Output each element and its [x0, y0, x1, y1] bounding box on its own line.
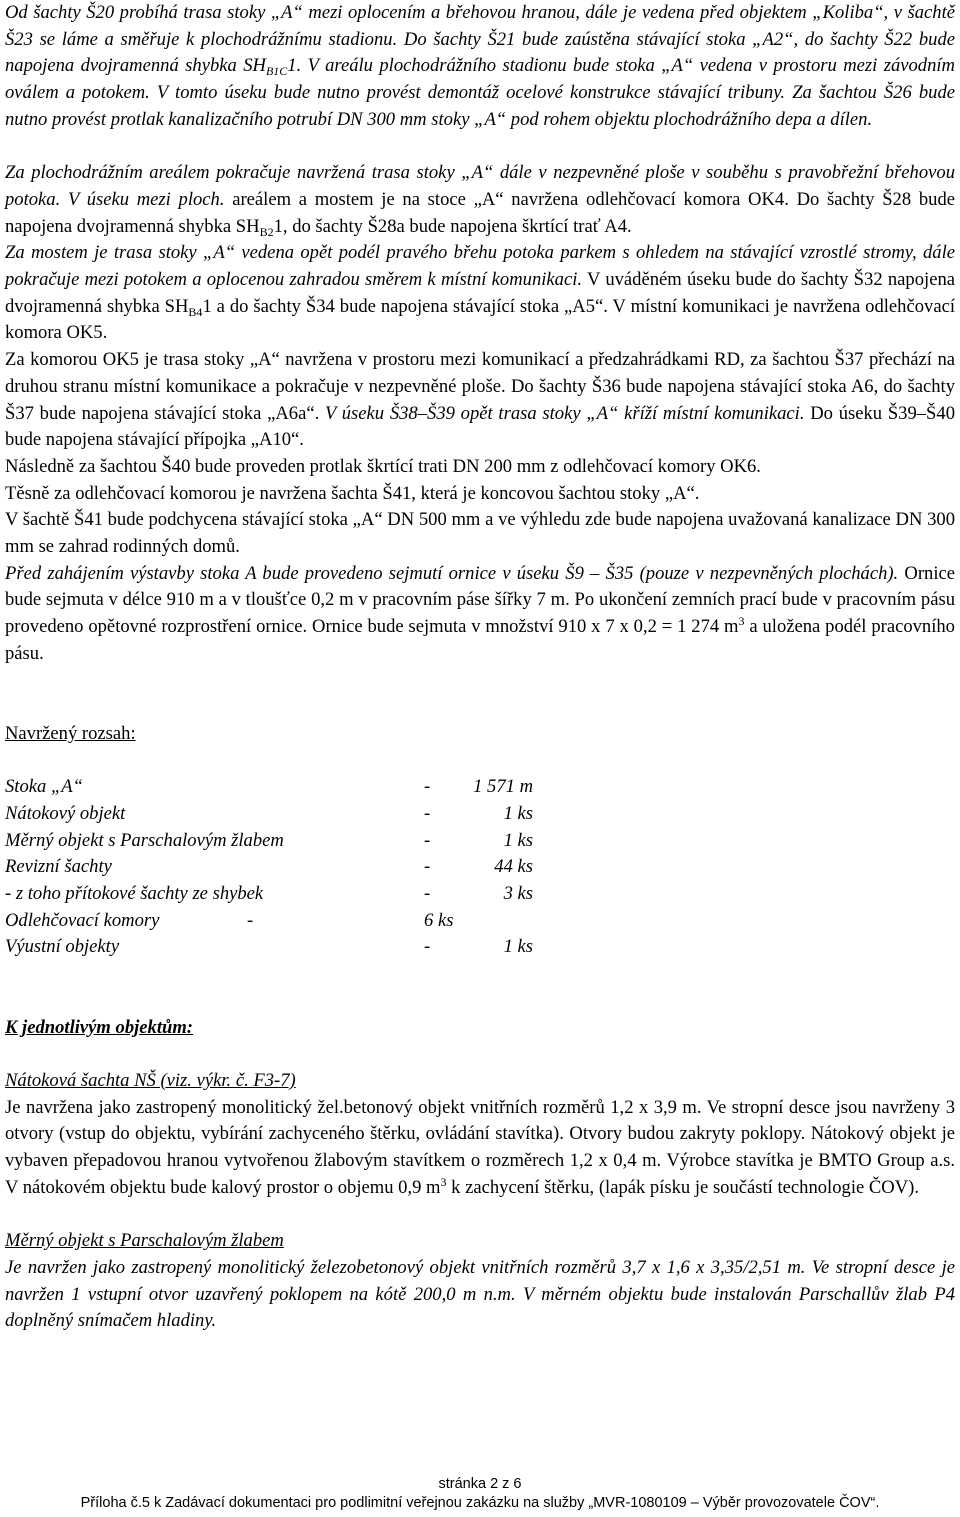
- p1-s1-sub: B1C: [265, 64, 288, 79]
- paragraph-1: [5, 0, 955, 134]
- paragraph-3: [5, 240, 955, 347]
- footer-note: Příloha č.5 k Zadávací dokumentaci pro podlimitní veřejnou zakázku na služby „MVR-1080109 – Výběr provozovatele ČOV“.: [80, 1495, 880, 1511]
- paragraph-2: [5, 160, 955, 240]
- paragraph-4: [5, 347, 955, 454]
- scope-row: Stoka „A“ - 1 571 m: [5, 776, 533, 798]
- p8-s2: Ornice bude sejmuta v délce 910 m a v tloušťce 0,2 m v pracovním páse šířky 7 m. Po ukončení zemních prací bude v pracovním pásu provedeno opětovné rozprostření ornice.: [5, 562, 955, 638]
- paragraph-6: Těsně za odlehčovací komorou je navržena šachta Š41, která je koncovou šachtou stoky „A“.: [5, 482, 700, 504]
- p2-s2-sub: B2: [259, 224, 274, 239]
- p1-s1: Od šachty Š20 probíhá trasa stoky „A“ mezi oplocením a břehovou hranou, dále je vedena před objektem „Koliba“, v šachtě Š23 se láme a směřuje k plochodrážnímu stadionu. Do šachty Š21 bude zaústěna stávající stoka „A2“, do šachty Š22 bude napojena dvojramenná shybka SH: [5, 2, 955, 77]
- scope-table: [5, 774, 955, 961]
- p3-s2-end: 1 a do šachty Š34 bude napojena stávající stoka „A5“. V místní komunikaci je navržena odlehčovací komora OK5.: [5, 295, 955, 344]
- scope-row: Výustní objekty - 1 ks: [5, 936, 533, 958]
- p3-s1: Za mostem je trasa stoky „A“ vedena opět podél pravého břehu potoka parkem s ohledem na stávající vzrostlé stromy, dále pokračuje mezi potokem a oplocenou zahradou směrem k místní komunikaci.: [5, 242, 955, 291]
- p8-s3-sup: 3: [738, 614, 745, 629]
- p4-s1: Za komorou OK5 je trasa stoky „A“ navržena v prostoru mezi komunikací a předzahrádkami RD, za šachtou Š37 přechází na druhou stranu místní komunikace a pokračuje v nezpevněné ploše.: [5, 349, 955, 397]
- document-page: [5, 0, 955, 1335]
- p2-s2: areálem a mostem je na stoce „A“ navržena odlehčovací komora OK4. Do šachty Š28 bude napojena dvojramenná shybka SH: [5, 188, 955, 237]
- p2-s2-end: 1, do šachty Š28a bude napojena škrtící trať A4.: [273, 215, 632, 237]
- paragraph-7: V šachtě Š41 bude podchycena stávající stoka „A“ DN 500 mm a ve výhledu zde bude napojena uvažovaná kanalizace DN 300 mm se zahrad rodinných domů.: [5, 509, 955, 558]
- p4-s3: V úseku Š38–Š39 opět trasa stoky „A“ kříží místní komunikaci.: [325, 402, 805, 424]
- p8-s1: Před zahájením výstavby stoka A bude provedeno sejmutí ornice v úseku Š9 – Š35 (pouze v nezpevněných plochách).: [5, 562, 899, 584]
- p3-s2-sub: B4: [188, 304, 203, 319]
- object-2-text: Je navržen jako zastropený monolitický železobetonový objekt vnitřních rozměrů 3,7 x 1,6 x 3,35/2,51 m. Ve stropní desce je navržen 1 vstupní otvor uzavřený poklopem na kótě 200,0 m n.m. V měrném objektu bude instalován Parschallův žlab P4 doplněný snímačem hladiny.: [5, 1256, 955, 1332]
- p1-s2: V areálu plochodrážního stadionu bude stoka „A“ vedena v prostoru mezi závodním oválem a potokem. V tomto úseku bude nutno provést demontáž ocelové konstrukce stávající tribuny.: [5, 55, 955, 104]
- p1-s3: Za šachtou Š26 bude nutno provést protlak kanalizačního potrubí DN 300 mm stoky „A“ pod rohem objektu plochodrážního depa a dílen.: [5, 82, 955, 130]
- scope-row: Měrný objekt s Parschalovým žlabem - 1 ks: [5, 829, 533, 851]
- scope-heading: Navržený rozsah:: [5, 722, 136, 744]
- p4-s4: Do úseku Š39–Š40 bude napojena stávající přípojka „A10“.: [5, 402, 955, 451]
- p4-s2: Do šachty Š36 bude napojena stávající stoka A6, do šachty Š37 bude napojena stávající stoka „A6a“.: [5, 375, 955, 424]
- page-number: stránka 2 z 6: [438, 1476, 522, 1492]
- p1-s1-end: 1.: [287, 55, 302, 77]
- scope-row: Revizní šachty - 44 ks: [5, 856, 533, 878]
- objects-heading: K jednotlivým objektům:: [5, 1016, 193, 1038]
- paragraph-5: Následně za šachtou Š40 bude proveden protlak škrtící trati DN 200 mm z odlehčovací komory OK6.: [5, 455, 761, 477]
- object-2-title: Měrný objekt s Parschalovým žlabem: [5, 1230, 284, 1252]
- p2-s1: Za plochodrážním areálem pokračuje navržená trasa stoky „A“ dále v nezpevněné ploše v souběhu s pravobřežní břehovou potoka. V úseku mezi ploch.: [5, 162, 955, 210]
- p8-s3: Ornice bude sejmuta v množství 910 x 7 x 0,2 = 1 274 m: [312, 616, 739, 638]
- scope-row: - z toho přítokové šachty ze shybek - 3 ks: [5, 883, 533, 905]
- object-1-text: Je navržena jako zastropený monolitický žel.betonový objekt vnitřních rozměrů 1,2 x 3,9 m. Ve stropní desce jsou navrženy 3 otvory (vstup do objektu, vybírání zachyceného štěrku, ovládání stavítka). Otvory budou zakryty poklopy. Nátokový objekt je vybaven přepadovou hranou vytvořenou žlabovým stavítkem o rozměrech 1,2 x 0,4 m. Výrobce stavítka je BMTO Group a.s. V nátokovém objektu bude kalový prostor o objemu 0,9 $m^3$ k zachycení štěrku, (lapák písku je součástí technologie ČOV).: [5, 1096, 955, 1198]
- scope-row: Nátokový objekt - 1 ks: [5, 803, 533, 825]
- object-1-title: Nátoková šachta NŠ (viz. výkr. č. F3-7): [5, 1069, 296, 1091]
- p3-s2: V uváděném úseku bude do šachty Š32 napojena dvojramenná shybka SH: [5, 269, 955, 317]
- p8-s3-end: a uložena podél pracovního pásu.: [5, 616, 955, 664]
- scope-row: Odlehčovací komory - 6 ks: [5, 909, 454, 931]
- paragraph-8: [5, 561, 955, 668]
